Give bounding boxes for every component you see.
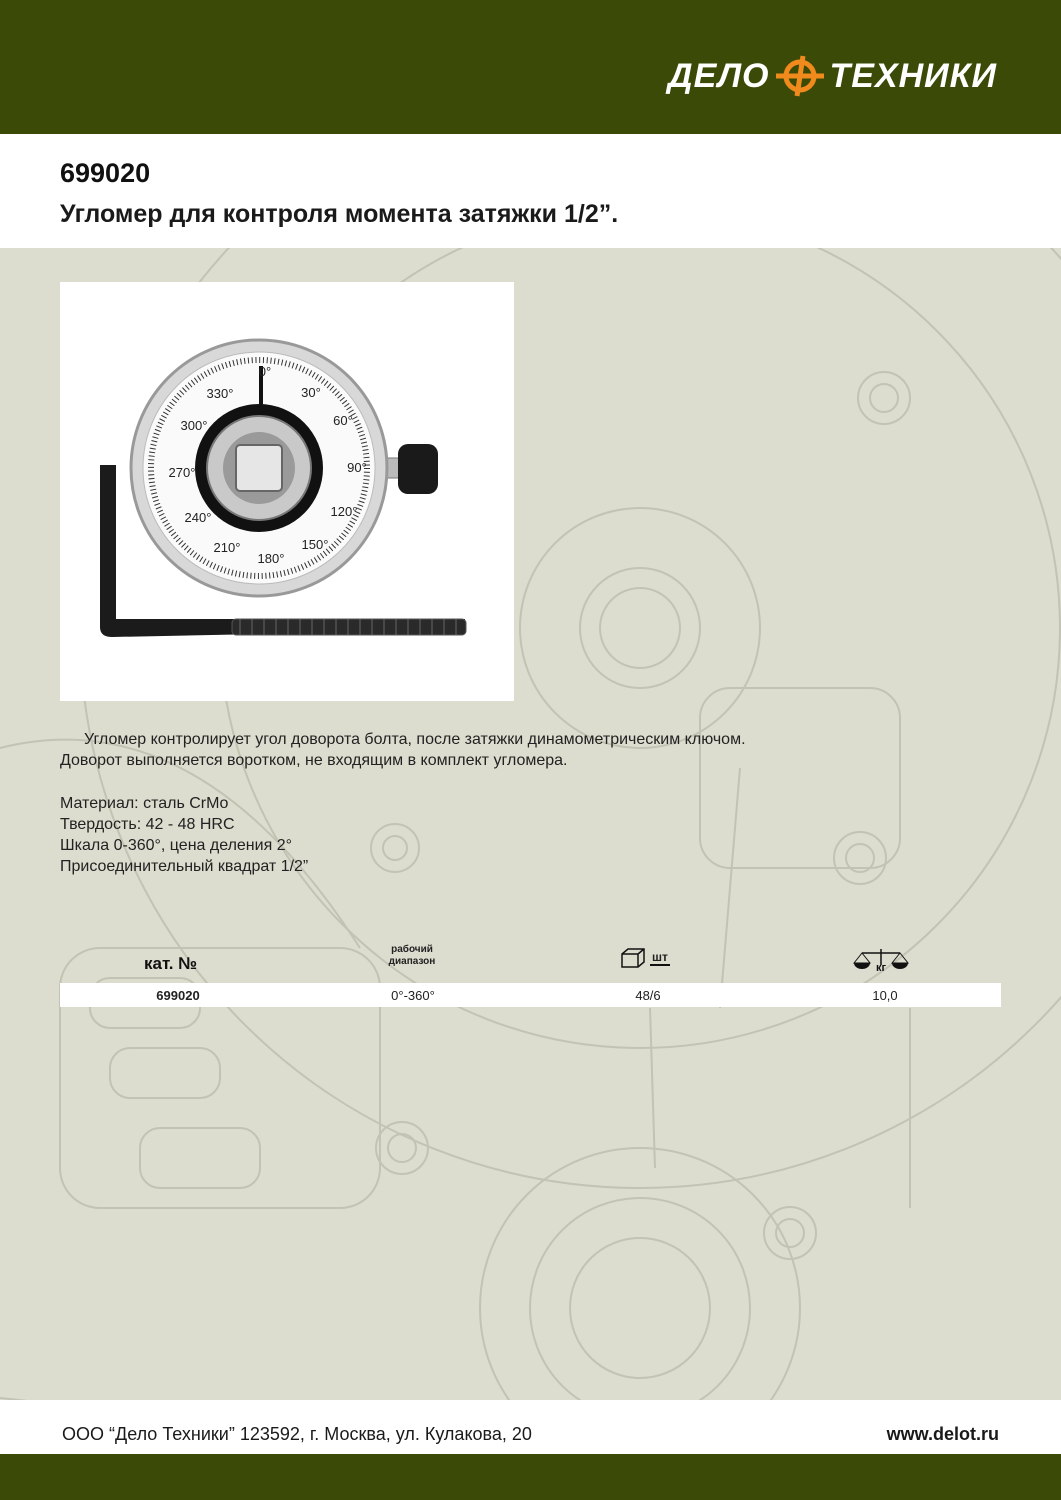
brand-logo[interactable]: [668, 52, 997, 100]
product-sku: 699020: [60, 158, 151, 188]
dial-label: 30°: [301, 385, 321, 400]
wrench-plus-logo-icon: [772, 52, 828, 100]
product-description: [60, 729, 1000, 771]
dial-label: 210°: [213, 540, 241, 555]
dial-label: 240°: [184, 510, 212, 525]
dial-label: 300°: [180, 418, 208, 433]
row-range: 0°-360°: [391, 988, 435, 1003]
header-range-line2: диапазон: [388, 956, 436, 967]
header-weight-label: кг: [875, 962, 887, 974]
header-cat-number: кат. №: [144, 954, 198, 973]
header-range: [352, 944, 472, 968]
dial-label: 120°: [330, 504, 358, 519]
dial-label: 150°: [301, 537, 329, 552]
footer-bar: [0, 1454, 1061, 1500]
table-row: [60, 983, 1001, 1007]
spec-drive: Присоединительный квадрат 1/2”: [60, 858, 309, 875]
header-weight: [852, 945, 910, 980]
dial-label: 90°: [347, 460, 367, 475]
dial-label: 180°: [257, 551, 285, 566]
dial-label: 60°: [333, 413, 353, 428]
spec-material: Материал: сталь CrMo: [60, 795, 229, 812]
header-pieces: [620, 947, 670, 969]
row-cat-number: 699020: [156, 988, 200, 1003]
spec-list: [60, 793, 308, 877]
spec-scale: Шкала 0-360°, цена деления 2°: [60, 837, 292, 854]
description-line-1: Угломер контролирует угол доворота болта, после затяжки динамометрическим ключом.: [84, 731, 746, 748]
row-weight: 10,0: [872, 988, 898, 1003]
product-title: Угломер для контроля момента затяжки 1/2”.: [60, 200, 619, 228]
header-bar: [0, 0, 1061, 134]
product-photo: [60, 282, 514, 701]
company-address: ООО “Дело Техники” 123592, г. Москва, ул. Кулакова, 20: [62, 1424, 532, 1444]
header-range-line1: рабочий: [391, 944, 433, 955]
hex-key-knurl: [232, 619, 466, 635]
dial-label: 330°: [206, 386, 234, 401]
lock-knob: [398, 444, 438, 494]
box-icon: [620, 947, 646, 969]
table-header: [60, 940, 1001, 980]
angle-gauge-illustration: [60, 282, 514, 701]
brand-name-right: ТЕХНИКИ: [829, 56, 997, 95]
description-line-2: Доворот выполняется воротком, не входящим в комплект угломера.: [60, 752, 568, 769]
website-link[interactable]: www.delot.ru: [886, 1424, 999, 1444]
scales-icon: [852, 945, 910, 975]
title-panel: [0, 134, 1061, 248]
row-pieces: 48/6: [635, 988, 661, 1003]
header-pieces-label: шт: [652, 950, 668, 964]
spec-hardness: Твердость: 42 - 48 HRC: [60, 816, 235, 833]
dial-label: 0°: [258, 364, 272, 379]
square-drive: [236, 445, 282, 491]
dial-label: 270°: [168, 465, 196, 480]
brand-name-left: ДЕЛО: [668, 56, 770, 95]
